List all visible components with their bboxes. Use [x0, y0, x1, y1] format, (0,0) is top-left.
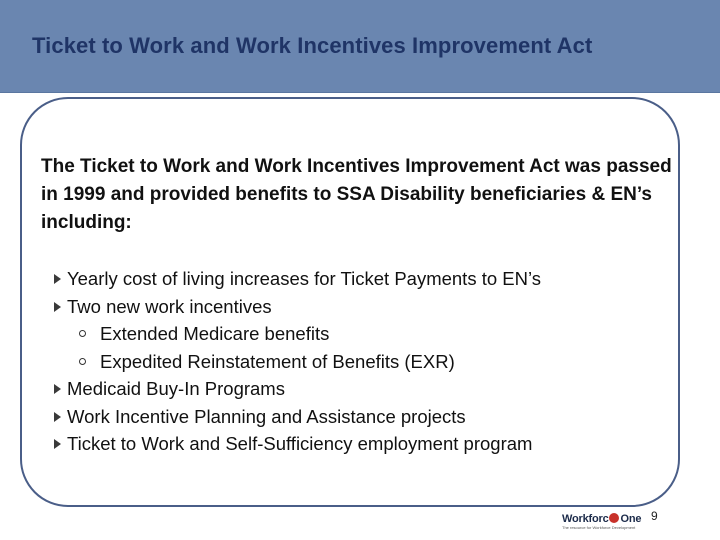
title-bar: [0, 0, 720, 93]
sub-bullet-item: [0, 320, 720, 348]
triangle-bullet-icon: [54, 274, 61, 284]
bullet-text: Work Incentive Planning and Assistance projects: [67, 405, 466, 427]
sub-bullet-item: [0, 348, 720, 376]
triangle-bullet-icon: [54, 302, 61, 312]
bullet-item: [0, 403, 720, 431]
triangle-bullet-icon: [54, 412, 61, 422]
logo-wordmark: [562, 513, 642, 525]
slide-title: Ticket to Work and Work Incentives Improvement Act: [32, 33, 593, 58]
bullet-text: Yearly cost of living increases for Ticket Payments to EN’s: [67, 268, 542, 289]
circle-bullet-icon: [79, 358, 86, 365]
bullet-list: [0, 265, 720, 458]
sub-bullet-text: Expedited Reinstatement of Benefits (EXR): [100, 350, 455, 372]
sub-bullet-text: Extended Medicare benefits: [100, 323, 330, 344]
bullet-item: [0, 265, 720, 293]
triangle-bullet-icon: [54, 439, 61, 449]
bullet-text: Two new work incentives: [67, 295, 272, 317]
bullet-item: [0, 375, 720, 403]
circle-bullet-icon: [79, 330, 86, 337]
logo-text-part1: Workforc: [562, 513, 609, 525]
triangle-bullet-icon: [54, 384, 61, 394]
logo-tagline: The resource for Workforce Development: [562, 525, 636, 530]
bullet-item: [0, 430, 720, 458]
logo-circle-icon: [609, 513, 619, 523]
intro-paragraph: The Ticket to Work and Work Incentives Improvement Act was passed in 1999 and provided benefits to SSA Disability beneficiaries & EN’s including:: [41, 156, 672, 233]
page-number: 9: [651, 509, 658, 523]
bullet-item: [0, 293, 720, 321]
bullet-text: Medicaid Buy-In Programs: [67, 378, 285, 399]
bullet-text: Ticket to Work and Self-Sufficiency employment program: [67, 433, 533, 454]
workforce-one-logo: [562, 513, 642, 535]
logo-text-part2: One: [620, 513, 642, 525]
